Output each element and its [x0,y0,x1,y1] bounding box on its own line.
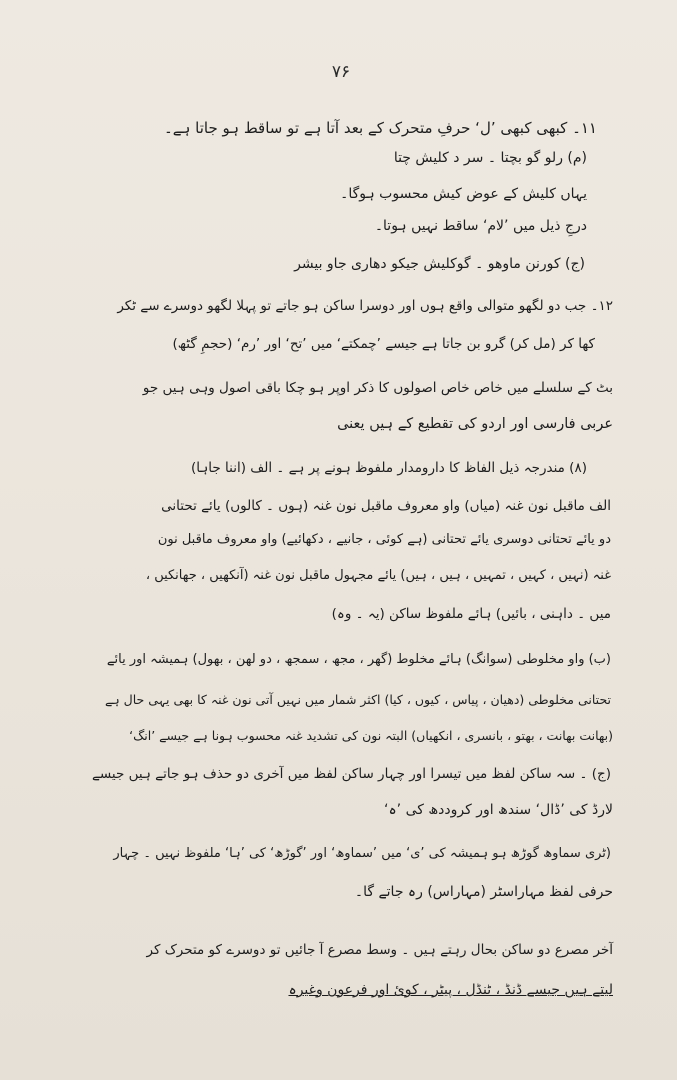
text-line: الف ماقبل نون غنہ (میاں) واو معروف ماقبل نون غنہ (ہوں ۔ کالوں) یائے تحتانی [161,498,611,514]
text-line: (ج) کورنن ماوھو ۔ گوکلیش جیکو دھاری جاو بیشر [294,256,585,272]
text-line: غنہ (نہیں ، کہیں ، تمہیں ، ہیں ، ہیں) یائے مجہول ماقبل نون غنہ (آنکھیں ، جھانکیں ، [145,568,611,583]
text-line: تحتانی مخلوطی (دھیان ، پیاس ، کیوں ، کیا) اکثر شمار میں نہیں آتی نون غنہ کا بھی یہی حال ہے [105,692,611,707]
text-line: (ٹری سماوھ گوڑھ ہو ہمیشہ کی ’ی‘ میں ’سماوھ‘ اور ’گوڑھ‘ کی ’ہا‘ ملفوظ نہیں ۔ چہار [113,846,611,861]
text-line: آخر مصرع دو ساکن بحال رہتے ہیں ۔ وسط مصرع آ جائیں تو دوسرے کو متحرک کر [146,942,613,958]
text-line: حرفی لفظ مہاراسٹر (مہاراس) رہ جاتے گا۔ [354,884,613,900]
text-line: (م) رلو گو بچتا ۔ سر د کلیش چتا [393,150,587,166]
text-line: درجِ ذیل میں ’لام‘ ساقط نہیں ہوتا۔ [374,218,587,234]
text-line: میں ۔ داہنی ، بائیں) ہائے ملفوظ ساکن (یہ ۔ وہ) [331,606,611,622]
text-line: ۱۲۔ جب دو لگھو متوالی واقع ہوں اور دوسرا ساکن ہو جاتے تو پہلا لگھو دوسرے سے ٹکر [117,298,613,314]
text-line: کھا کر (مل کر) گرو بن جاتا ہے جیسے ’چمکتے‘ میں ’تح‘ اور ’رم‘ (حجمِ گٹھ) [172,336,595,352]
text-line: (ج) ۔ سہ ساکن لفظ میں تیسرا اور چہار ساکن لفظ میں آخری دو حذف ہو جاتے ہیں جیسے [91,766,611,782]
text-line: ۱۱۔ کبھی کبھی ’ل‘ حرفِ متحرک کے بعد آتا ہے تو ساقط ہو جاتا ہے۔ [164,119,597,137]
text-line: بٹ کے سلسلے میں خاص خاص اصولوں کا ذکر اوپر ہو چکا باقی اصول وہی ہیں جو [142,380,613,396]
text-line: لیتے ہیں جیسے ڈنڈ ، ٹنڈل ، پیٹر ، کوئ اور فرعون وغیرہ [288,982,613,998]
text-line: (ب) واو مخلوطی (سوانگ) ہائے مخلوط (گھر ، مجھ ، سمجھ ، دو لھن ، بھول) ہمیشہ اور یائے [106,652,611,667]
text-line: (۸) مندرجہ ذیل الفاظ کا دارومدار ملفوظ ہونے پر ہے ۔ الف (اننا جاہا) [190,460,587,476]
text-line: عربی فارسی اور اردو کی تقطیع کے ہیں یعنی [337,416,613,432]
text-line: دو یائے تحتانی دوسری یائے تحتانی (ہے کوئی ، جانیے ، دکھائیے) واو معروف ماقبل نون [157,532,611,547]
text-line: لارڈ کی ’ڈال‘ سندھ اور کروددھ کی ’ہ‘ [384,802,613,818]
page-number: ۷۶ [331,62,351,82]
text-line: یہاں کلیش کے عوض کیش محسوب ہوگا۔ [340,186,587,202]
text-line: (بھانت بھانت ، بھتو ، بانسری ، انکھیاں) البتہ نون کی تشدید غنہ محسوب ہونا ہے جیسے ’انگ‘ [129,728,613,743]
